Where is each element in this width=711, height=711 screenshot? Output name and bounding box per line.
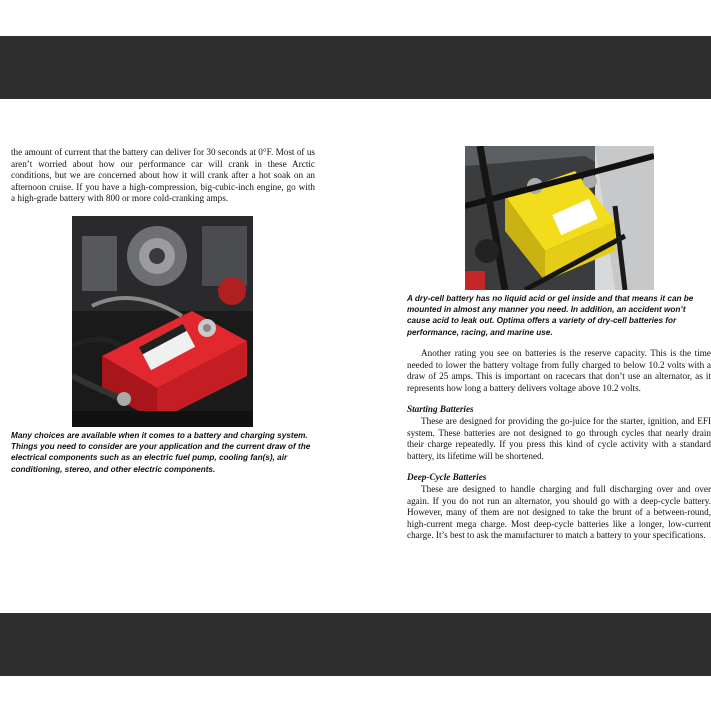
yellow-dry-cell-battery-photo — [465, 146, 654, 290]
deep-cycle-batteries-paragraph: These are designed to handle charging and full discharging over and over again. If you do not run an alternator, you should go with a deep-cycle battery. However, many of them are not designed to take the brunt of a between-round, high-current mega charge. Most deep-cycle batteries like a longer, low-current charge. It’s best to ask the manufacturer to match a battery to your specifications. — [407, 483, 711, 541]
bottom-dark-band — [0, 613, 711, 676]
right-photo-caption: A dry-cell battery has no liquid acid or gel inside and that means it can be mounted in almost any manner you need. In addition, an accident won’t cause acid to leak out. Optima offers a variety of dry-cell batteries for performance, racing, and marine use. — [407, 294, 694, 337]
starting-batteries-paragraph: These are designed for providing the go-juice for the starter, ignition, and EFI system. These batteries are not designed to go through cycles that nearly drain their charge repeatedly. If you press this kind of cycle activity with a standard battery, its lifetime will be shortened. — [407, 415, 711, 461]
left-body-text: the amount of current that the battery can deliver for 30 seconds at 0°F. Most of us aren’t worried about how our performance car will crank in these Arctic conditions, but we are concerned about how it will crank after a hot soak on an afternoon cruise. If you have a high-compression, big-cubic-inch engine, go with a high-grade battery with 800 or more cold-cranking amps. — [11, 147, 315, 204]
red-battery-engine-photo — [72, 216, 253, 427]
left-intro-paragraph — [11, 147, 315, 205]
deep-cycle-batteries-heading: Deep-Cycle Batteries — [407, 472, 487, 483]
reserve-capacity-paragraph: Another rating you see on batteries is the reserve capacity. This is the time needed to lower the battery voltage from fully charged to below 10.2 volts with a draw of 25 amps. This is important on racecars that don’t use an alternator, as it represents how long a battery delivers voltage above 10.2 volts. — [407, 348, 711, 393]
right-text-column — [407, 348, 711, 542]
starting-batteries-heading: Starting Batteries — [407, 404, 474, 415]
top-dark-band — [0, 36, 711, 99]
left-photo-caption: Many choices are available when it comes to a battery and charging system. Things you need to consider are your application and the current draw of the electrical components such as an electric fuel pump, cooling fan(s), air conditioning, stereo, and other electric components. — [11, 431, 311, 474]
